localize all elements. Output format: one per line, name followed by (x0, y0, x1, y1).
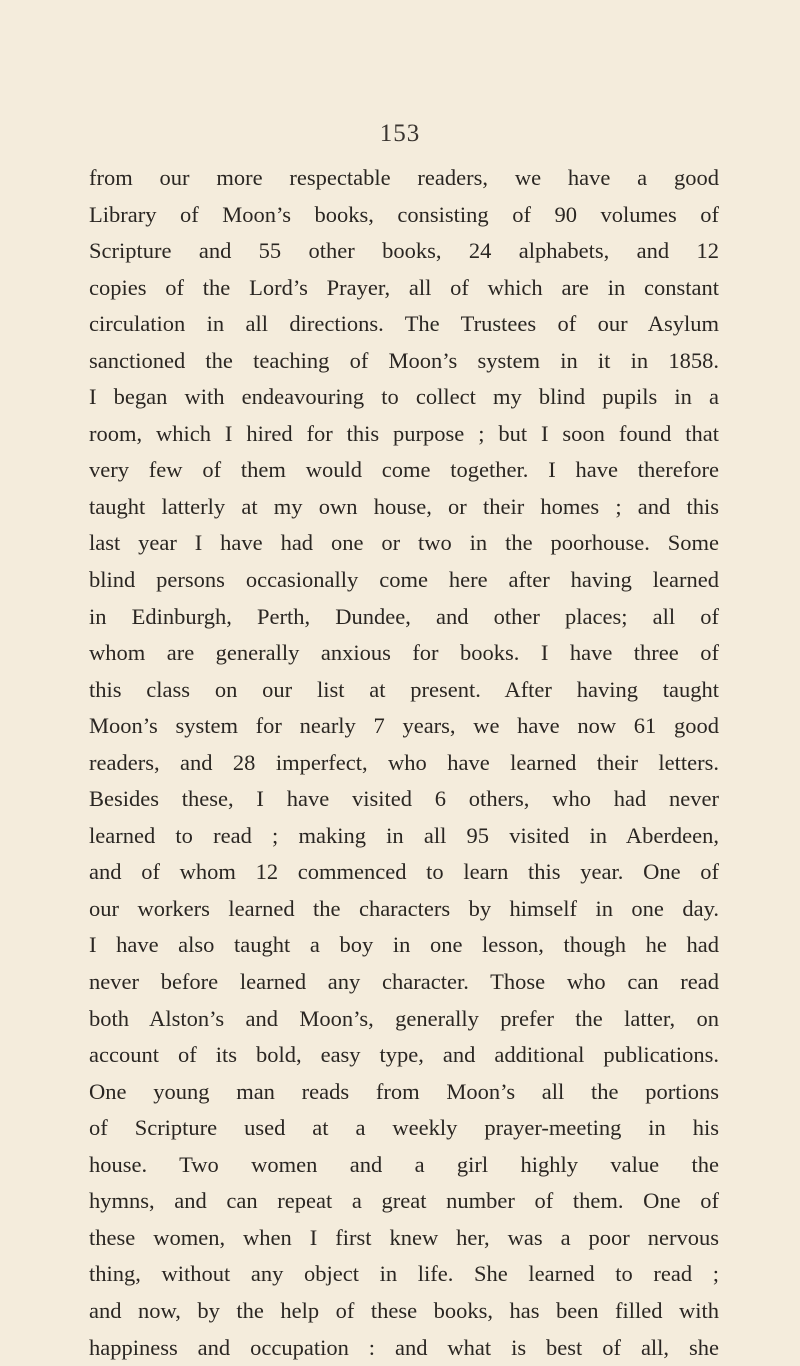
text-line: blind persons occasionally come here after having learned (89, 562, 719, 599)
text-line: Besides these, I have visited 6 others, who had never (89, 781, 719, 818)
text-line: these women, when I first knew her, was a poor nervous (89, 1220, 719, 1257)
text-line: our workers learned the characters by himself in one day. (89, 891, 719, 928)
text-line: copies of the Lord’s Prayer, all of which are in constant (89, 270, 719, 307)
text-line: happiness and occupation : and what is best of all, she (89, 1330, 719, 1366)
text-line: this class on our list at present. After having taught (89, 672, 719, 709)
text-line: thing, without any object in life. She learned to read ; (89, 1256, 719, 1293)
text-line: hymns, and can repeat a great number of them. One of (89, 1183, 719, 1220)
text-line: and of whom 12 commenced to learn this year. One of (89, 854, 719, 891)
text-line: One young man reads from Moon’s all the portions (89, 1074, 719, 1111)
body-text (89, 160, 719, 1366)
text-line: circulation in all directions. The Trustees of our Asylum (89, 306, 719, 343)
text-line: room, which I hired for this purpose ; but I soon found that (89, 416, 719, 453)
text-line: I began with endeavouring to collect my blind pupils in a (89, 379, 719, 416)
text-line: house. Two women and a girl highly value the (89, 1147, 719, 1184)
text-line: sanctioned the teaching of Moon’s system in it in 1858. (89, 343, 719, 380)
text-line: taught latterly at my own house, or their homes ; and this (89, 489, 719, 526)
text-line: whom are generally anxious for books. I have three of (89, 635, 719, 672)
text-line: Library of Moon’s books, consisting of 90 volumes of (89, 197, 719, 234)
text-line: learned to read ; making in all 95 visited in Aberdeen, (89, 818, 719, 855)
text-line: of Scripture used at a weekly prayer-meeting in his (89, 1110, 719, 1147)
text-line: never before learned any character. Those who can read (89, 964, 719, 1001)
text-line: I have also taught a boy in one lesson, though he had (89, 927, 719, 964)
text-line: in Edinburgh, Perth, Dundee, and other places; all of (89, 599, 719, 636)
text-line: last year I have had one or two in the poorhouse. Some (89, 525, 719, 562)
text-line: from our more respectable readers, we have a good (89, 160, 719, 197)
text-line: Moon’s system for nearly 7 years, we have now 61 good (89, 708, 719, 745)
text-line: Scripture and 55 other books, 24 alphabets, and 12 (89, 233, 719, 270)
page-number: 153 (0, 120, 800, 148)
text-line: readers, and 28 imperfect, who have learned their letters. (89, 745, 719, 782)
text-line: account of its bold, easy type, and additional publications. (89, 1037, 719, 1074)
text-line: very few of them would come together. I have therefore (89, 452, 719, 489)
text-line: and now, by the help of these books, has been filled with (89, 1293, 719, 1330)
text-line: both Alston’s and Moon’s, generally prefer the latter, on (89, 1001, 719, 1038)
